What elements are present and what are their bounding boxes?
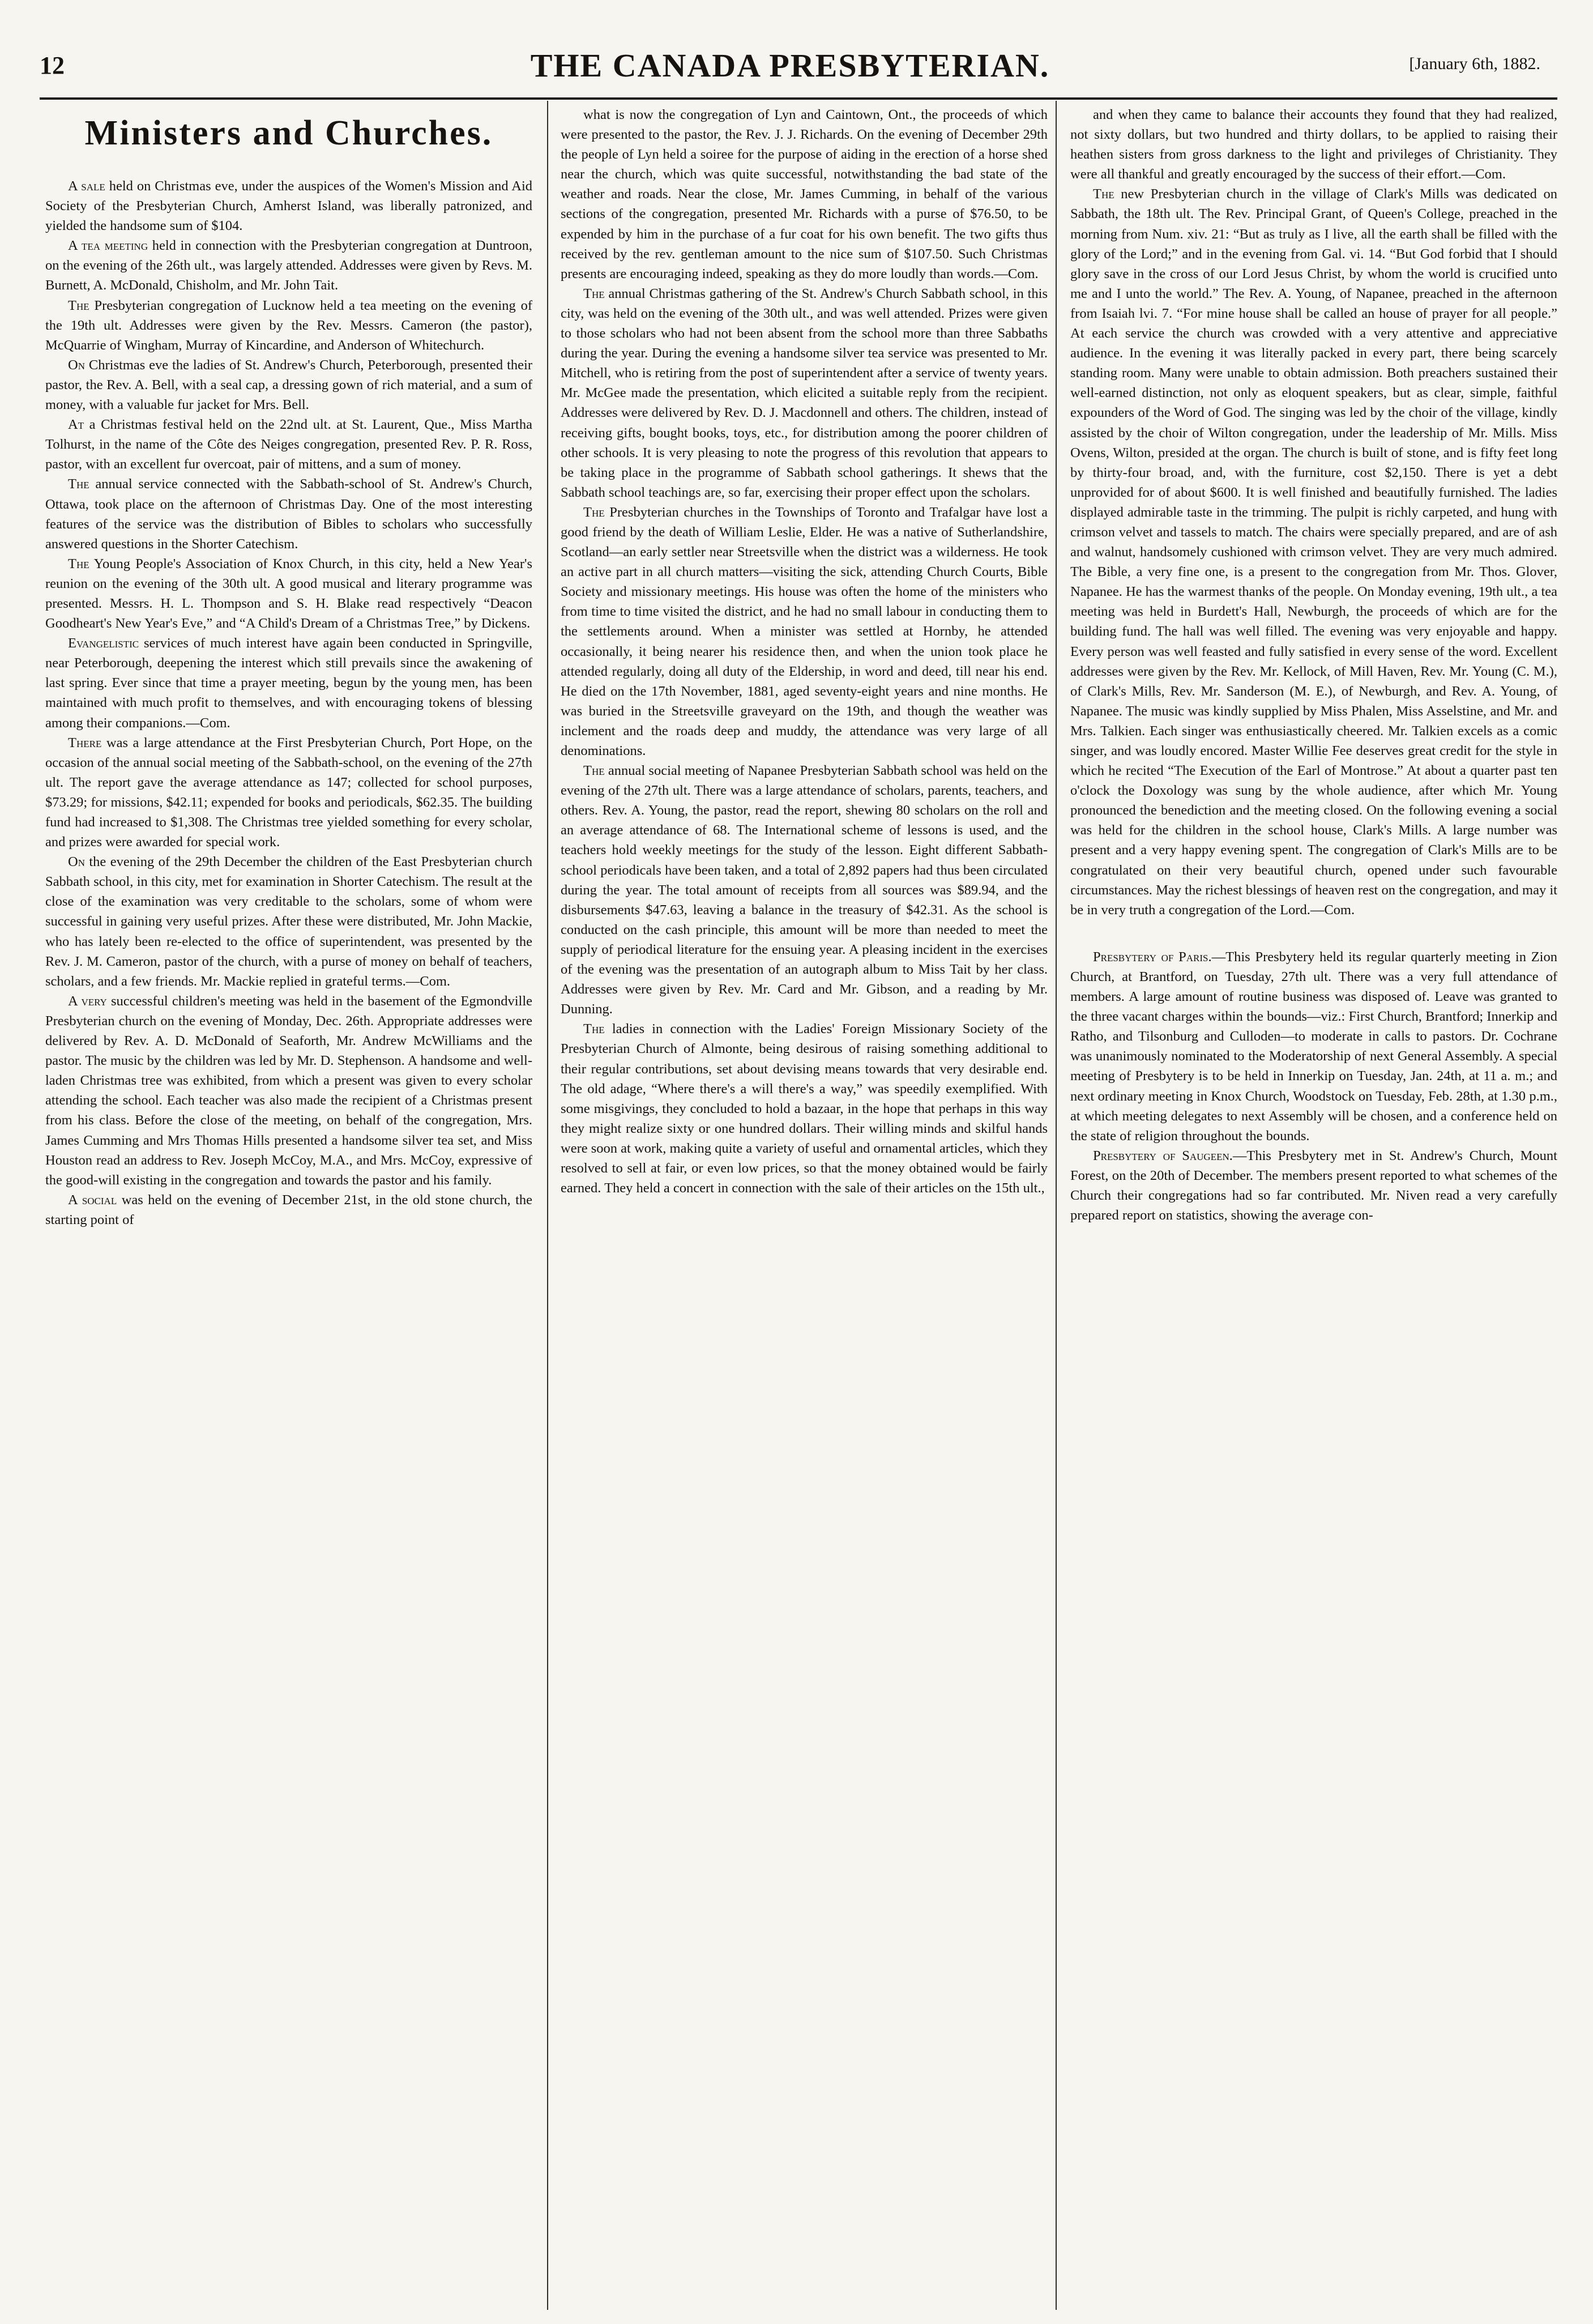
issue-date: [January 6th, 1882. bbox=[1409, 54, 1540, 73]
paragraph-lead: On bbox=[68, 357, 85, 373]
paragraph-text: and when they came to balance their accounts they found that they had realized, not sixty dollars, but two hundred and thirty dollars, to be applied to raising their heathen sisters from gross darkness to the light and privileges of Christianity. They were all thankful and greatly encouraged by the success of their effort.—Com. bbox=[1070, 107, 1557, 182]
paragraph-text: annual social meeting of Napanee Presbyterian Sabbath school was held on the evening of the 27th ult. There was a large attendance of scholars, parents, teachers, and others. Rev. A. Young, the pastor, read the report, shewing 80 scholars on the roll and an average attendance of 68. The International scheme of lessons is used, and the teachers hold weekly meetings for the study of the lesson. Eight different Sabbath-school periodicals have been taken, and a total of 2,892 papers had thus been circulated during the year. The total amount of receipts from all sources was $89.94, and the disbursements $47.63, leaving a balance in the treasury of $42.31. As the school is conducted on the cash principle, this amount will be more than needed to meet the supply of periodical literature for the ensuing year. A pleasing incident in the exercises of the evening was the presentation of an autograph album to Miss Tait by her class. Addresses were given by Rev. Mr. Card and Mr. Gibson, and a reading by Mr. Dunning. bbox=[561, 763, 1048, 1017]
article-paragraph bbox=[45, 633, 532, 732]
paragraph-lead: The bbox=[68, 476, 89, 492]
paragraph-lead: A sale bbox=[68, 178, 105, 194]
paragraph-text: successful children's meeting was held in the basement of the Egmondville Presbyterian church on the evening of Monday, Dec. 26th. Appropriate addresses were delivered by Rev. A. D. McDonald of Seaforth, Mr. Andrew McWilliams and the pastor. The music by the children was led by Mr. D. Stephenson. A handsome and well-laden Christmas tree was exhibited, from which a present was given to every scholar attending the school. Each teacher was also made the recipient of a Christmas present from his class. Before the close of the meeting, on behalf of the congregation, Mrs. James Cumming and Mrs Thomas Hills presented a handsome silver tea set, and Miss Houston read an address to Rev. Joseph McCoy, M.A., and Mrs. McCoy, expressive of the good-will existing in the congregation and towards the pastor and his family. bbox=[45, 993, 533, 1188]
header-rule bbox=[40, 97, 1557, 100]
article-paragraph bbox=[561, 1019, 1048, 1198]
page-header bbox=[40, 46, 1540, 91]
article-paragraph bbox=[45, 236, 532, 295]
column-divider bbox=[1056, 101, 1057, 2310]
page-number: 12 bbox=[40, 52, 65, 79]
article-paragraph bbox=[561, 105, 1048, 284]
paragraph-lead: The bbox=[1093, 186, 1114, 202]
paragraph-text: —This Presbytery held its regular quarterly meeting in Zion Church, at Brantford, on Tuesday, 27th ult. There was a very full attendance of members. A large amount of routine business was disposed of. Leave was granted to the three vacant charges within the bounds—viz.: First Church, Brantford; Innerkip and Ratho, and Tilsonburg and Culloden—to moderate in calls to pastors. Dr. Cochrane was unanimously nominated to the Moderatorship of next General Assembly. A special meeting of Presbytery is to be held in Innerkip on Tuesday, Jan. 24th, at 11 a. m.; and next ordinary meeting in Knox Church, Woodstock on Tuesday, Feb. 28th, at 1.30 p.m., at which meeting delegates to next Assembly will be chosen, and a conference held on the state of religion throughout the bounds. bbox=[1070, 949, 1557, 1144]
section-heading: Ministers and Churches. bbox=[84, 114, 493, 152]
article-paragraph bbox=[45, 355, 532, 415]
article-paragraph bbox=[45, 176, 532, 236]
column-1 bbox=[45, 105, 532, 1230]
article-paragraph bbox=[561, 284, 1048, 502]
paragraph-text: services of much interest have again been conducted in Springville, near Peterborough, deepening the interest which still prevails since the awakening of last spring. Ever since that time a prayer meeting, begun by the young men, has been maintained with much profit to themselves, and with encouraging tokens of blessing among their companions.—Com. bbox=[45, 636, 532, 731]
paragraph-text: was a large attendance at the First Presbyterian Church, Port Hope, on the occasion of the annual social meeting of the Sabbath-school, on the evening of the 27th ult. The report gave the average attendance as 147; collected for school purposes, $73.29; for missions, $42.11; expended for books and periodicals, $62.35. The building fund had increased to $1,308. The Christmas tree yielded something for every scholar, and prizes were awarded for special work. bbox=[45, 735, 532, 850]
article-paragraph bbox=[1070, 184, 1557, 919]
paragraph-lead: A very bbox=[68, 993, 107, 1009]
paragraph-text: annual Christmas gathering of the St. Andrew's Church Sabbath school, in this city, was held on the evening of the 30th ult., and was well attended. Prizes were given to those scholars who had not been absent from the school more than three Sabbaths during the year. During the evening a handsome silver tea service was presented to Mr. Mitchell, who is retiring from the post of superintendent after a service of twenty years. Mr. McGee made the presentation, which elicited a suitable reply from the recipient. Addresses were delivered by Rev. D. J. Macdonnell and others. The children, instead of receiving gifts, bought books, toys, etc., for distribution among the poorer children of other schools. It is very pleasing to note the progress of this revolution that appears to be taking place in the programme of Sabbath school gatherings. It shews that the Sabbath school teachings are, so far, exercising their proper effect upon the scholars. bbox=[561, 285, 1048, 500]
article-paragraph bbox=[561, 761, 1048, 1019]
paragraph-text: —This Presbytery met in St. Andrew's Church, Mount Forest, on the 20th of December. The members present reported to what schemes of the Church their congregations had so far contributed. Mr. Niven read a very carefully prepared report on statistics, showing the average con- bbox=[1070, 1148, 1557, 1223]
article-paragraph bbox=[45, 733, 532, 852]
paragraph-lead: The bbox=[583, 763, 605, 779]
article-paragraph bbox=[45, 1190, 532, 1230]
column-3 bbox=[1070, 105, 1557, 1225]
paragraph-lead: Presbytery of Saugeen. bbox=[1093, 1148, 1233, 1163]
paragraph-lead: Presbytery of Paris. bbox=[1093, 949, 1212, 965]
paragraph-text: the evening of the 29th December the children of the East Presbyterian church Sabbath school, in this city, met for examination in Shorter Catechism. The result at the close of the examination was very creditable to the scholars, some of whom were successful in gaining very useful prizes. After these were distributed, Mr. John Mackie, who has lately been re-elected to the office of superintendent, was presented by the Rev. J. M. Cameron, pastor of the church, with a purse of money on behalf of teachers, scholars, and a few friends. Mr. Mackie replied in grateful terms.—Com. bbox=[45, 854, 532, 989]
paragraph-text: what is now the congregation of Lyn and Caintown, Ont., the proceeds of which were presented to the pastor, the Rev. J. J. Richards. On the evening of December 29th the people of Lyn held a soiree for the purpose of aiding in the erection of a horse shed near the church, which was quite successful, notwithstanding the bad state of the weather and roads. Near the close, Mr. James Cumming, in behalf of the various sections of the congregation, presented Mr. Richards with a purse of $76.50, to be expended by him in the purchase of a fur coat for his own benefit. The two gifts thus received by the rev. gentleman amount to the nice sum of $107.50. Such Christmas presents are encouraging indeed, speaking as they do more loudly than words.—Com. bbox=[561, 107, 1048, 282]
paragraph-lead: A tea meeting bbox=[68, 238, 148, 254]
paragraph-lead: A social bbox=[68, 1192, 117, 1208]
paragraph-text: Young People's Association of Knox Church, in this city, held a New Year's reunion on the evening of the 30th ult. A good musical and literary programme was presented. Messrs. H. L. Thompson and S. H. Blake read respectively “Deacon Goodheart's New Year's Eve,” and “A Child's Dream of a Christmas Tree,” by Dickens. bbox=[45, 556, 532, 632]
paragraph-lead: The bbox=[68, 297, 89, 313]
paragraph-lead: The bbox=[583, 285, 605, 301]
paragraph-lead: Evangelistic bbox=[68, 636, 139, 651]
paragraph-lead: The bbox=[583, 1021, 605, 1037]
article-paragraph bbox=[1070, 1146, 1557, 1225]
paragraph-text: held on Christmas eve, under the auspices of the Women's Mission and Aid Society of the Presbyterian Church, Amherst Island, was liberally patronized, and yielded the handsome sum of $104. bbox=[45, 178, 532, 234]
paragraph-lead: At bbox=[68, 417, 84, 433]
article-paragraph bbox=[45, 415, 532, 474]
article-paragraph bbox=[1070, 947, 1557, 1146]
column-divider bbox=[547, 101, 548, 2310]
paragraph-lead: The bbox=[68, 556, 89, 572]
paragraph-text: annual service connected with the Sabbath-school of St. Andrew's Church, Ottawa, took place on the afternoon of Christmas Day. One of the most interesting features of the service was the distribution of Bibles to scholars who successfully answered questions in the Shorter Catechism. bbox=[45, 476, 532, 552]
paragraph-text: Presbyterian churches in the Townships of Toronto and Trafalgar have lost a good friend by the death of William Leslie, Elder. He was a native of Sutherlandshire, Scotland—an early settler near Streetsville when the district was a wilderness. He took an active part in all church matters—visiting the sick, attending Church Courts, Bible Society and missionary meetings. His house was often the home of the ministers who from time to time visited the district, and he had no small labour in conducting them to the settlements around. When a minister was settled at Hornby, he attended occasionally, it being nearer his residence then, and when the union took place he attended regularly, doing all duty of the Eldership, in word and deed, till near his end. He died on the 17th November, 1881, aged seventy-eight years and nine months. He was buried in the Streetsville graveyard on the 19th, and though the weather was inclement and the roads deep and muddy, the attendance was very large of all denominations. bbox=[561, 504, 1048, 758]
article-paragraph bbox=[45, 296, 532, 355]
paragraph-text: Presbyterian congregation of Lucknow held a tea meeting on the evening of the 19th ult. Addresses were given by the Rev. Messrs. Cameron (the pastor), McQuarrie of Wingham, Murray of Kincardine, and Anderson of Whitechurch. bbox=[45, 297, 532, 353]
masthead-title: THE CANADA PRESBYTERIAN. bbox=[530, 47, 1050, 84]
paragraph-text: Christmas eve the ladies of St. Andrew's Church, Peterborough, presented their pastor, the Rev. A. Bell, with a seal cap, a dressing gown of rich material, and a sum of money, with a valuable fur jacket for Mrs. Bell. bbox=[45, 357, 532, 413]
paragraph-text: was held on the evening of December 21st, in the old stone church, the starting point of bbox=[45, 1192, 532, 1227]
column-2 bbox=[561, 105, 1048, 1198]
article-paragraph bbox=[1070, 105, 1557, 184]
paragraph-text: new Presbyterian church in the village of Clark's Mills was dedicated on Sabbath, the 18th ult. The Rev. Principal Grant, of Queen's College, preached in the morning from Num. xiv. 21: “But as truly as I live, all the earth shall be filled with the glory of the Lord;” and in the evening from Gal. vi. 14. “But God forbid that I should glory save in the cross of our Lord Jesus Christ, by whom the world is crucified unto me and I unto the world.” The Rev. A. Young, of Napanee, preached in the afternoon from Isaiah lvi. 7. “For mine house shall be called an house of prayer for all people.” At each service the church was crowded with a very attentive and appreciative audience. In the evening it was literally packed in every part, there being scarcely standing room. Many were unable to obtain admission. Both preachers sustained their well-earned distinction, not only as eloquent speakers, but as clear, simple, faithful expounders of the Word of God. The singing was led by the choir of the village, kindly assisted by the choir of Wilton congregation, under the leadership of Mr. Mills. Miss Ovens, Wilton, presided at the organ. The church is built of stone, and is fifty feet long by thirty-four broad, and, with the furniture, cost $2,150. There is yet a debt unprovided for of about $600. It is well finished and beautifully furnished. The ladies displayed admirable taste in the trimming. The pulpit is richly carpeted, and hung with crimson velvet and tassels to match. The chairs were specially prepared, and are of ash and walnut, handsomely cushioned with crimson velvet. They are very much admired. The Bible, a very fine one, is a present to the congregation from Mr. Thos. Glover, Napanee. He has the warmest thanks of the people. On Monday evening, 19th ult., a tea meeting was held in Burdett's Hall, Newburgh, the proceeds of which are for the building fund. The hall was well filled. The evening was very enjoyable and happy. Every person was well feasted and fully satisfied in every sense of the word. Excellent addresses were given by the Rev. Mr. Kellock, of Mill Haven, Rev. Mr. Young (C. M.), of Clark's Mills, Rev. Mr. Sanderson (M. E.), of Newburgh, and Rev. A. Young, of Napanee. The music was kindly supplied by Miss Phalen, Miss Asselstine, and Mr. and Mrs. Talkien. Each singer was enthusiastically cheered. Mr. Talkien excels as a comic singer, and was loudly encored. Master Willie Fee deserves great credit for the style in which he recited “The Execution of the Earl of Montrose.” At about a quarter past ten o'clock the Doxology was sung by the whole audience, after which Mr. Young pronounced the benediction and the meeting closed. On the following evening a social was held for the children in the school house, Clark's Mills. A large number was present and a very happy evening spent. The congregation of Clark's Mills are to be congratulated on their very beautiful church, opened under such favourable circumstances. May the richest blessings of heaven rest on the congregation, and may it be in very truth a congregation of the Lord.—Com. bbox=[1070, 186, 1557, 918]
paragraph-text: ladies in connection with the Ladies' Foreign Missionary Society of the Presbyterian Church of Almonte, being desirous of raising something additional to their regular contributions, set about devising means towards that very desirable end. The old adage, “Where there's a will there's a way,” was speedily exemplified. With some misgivings, they concluded to hold a bazaar, in the hope that perhaps in this way they might realize sixty or one hundred dollars. Their willing minds and skilful hands were soon at work, making quite a variety of useful and ornamental articles, which they resolved to sell at fair, or even low prices, so that the money obtained would be fairly earned. They held a concert in connection with the sale of their articles on the 15th ult., bbox=[561, 1021, 1048, 1196]
paragraph-text: a Christmas festival held on the 22nd ult. at St. Laurent, Que., Miss Martha Tolhurst, in the name of the Côte des Neiges congregation, presented Rev. P. R. Ross, pastor, with an excellent fur overcoat, pair of mittens, and a sum of money. bbox=[45, 417, 532, 472]
paragraph-lead: There bbox=[68, 735, 102, 750]
paragraph-text: held in connection with the Presbyterian congregation at Duntroon, on the evening of the 26th ult., was largely attended. Addresses were given by Revs. M. Burnett, A. McDonald, Chisholm, and Mr. John Tait. bbox=[45, 238, 532, 293]
article-paragraph bbox=[45, 991, 532, 1190]
article-paragraph bbox=[45, 474, 532, 553]
article-paragraph bbox=[561, 502, 1048, 761]
paragraph-lead: The bbox=[583, 504, 605, 520]
article-paragraph bbox=[45, 852, 532, 991]
article-paragraph bbox=[45, 554, 532, 633]
paragraph-lead: On bbox=[68, 854, 85, 870]
